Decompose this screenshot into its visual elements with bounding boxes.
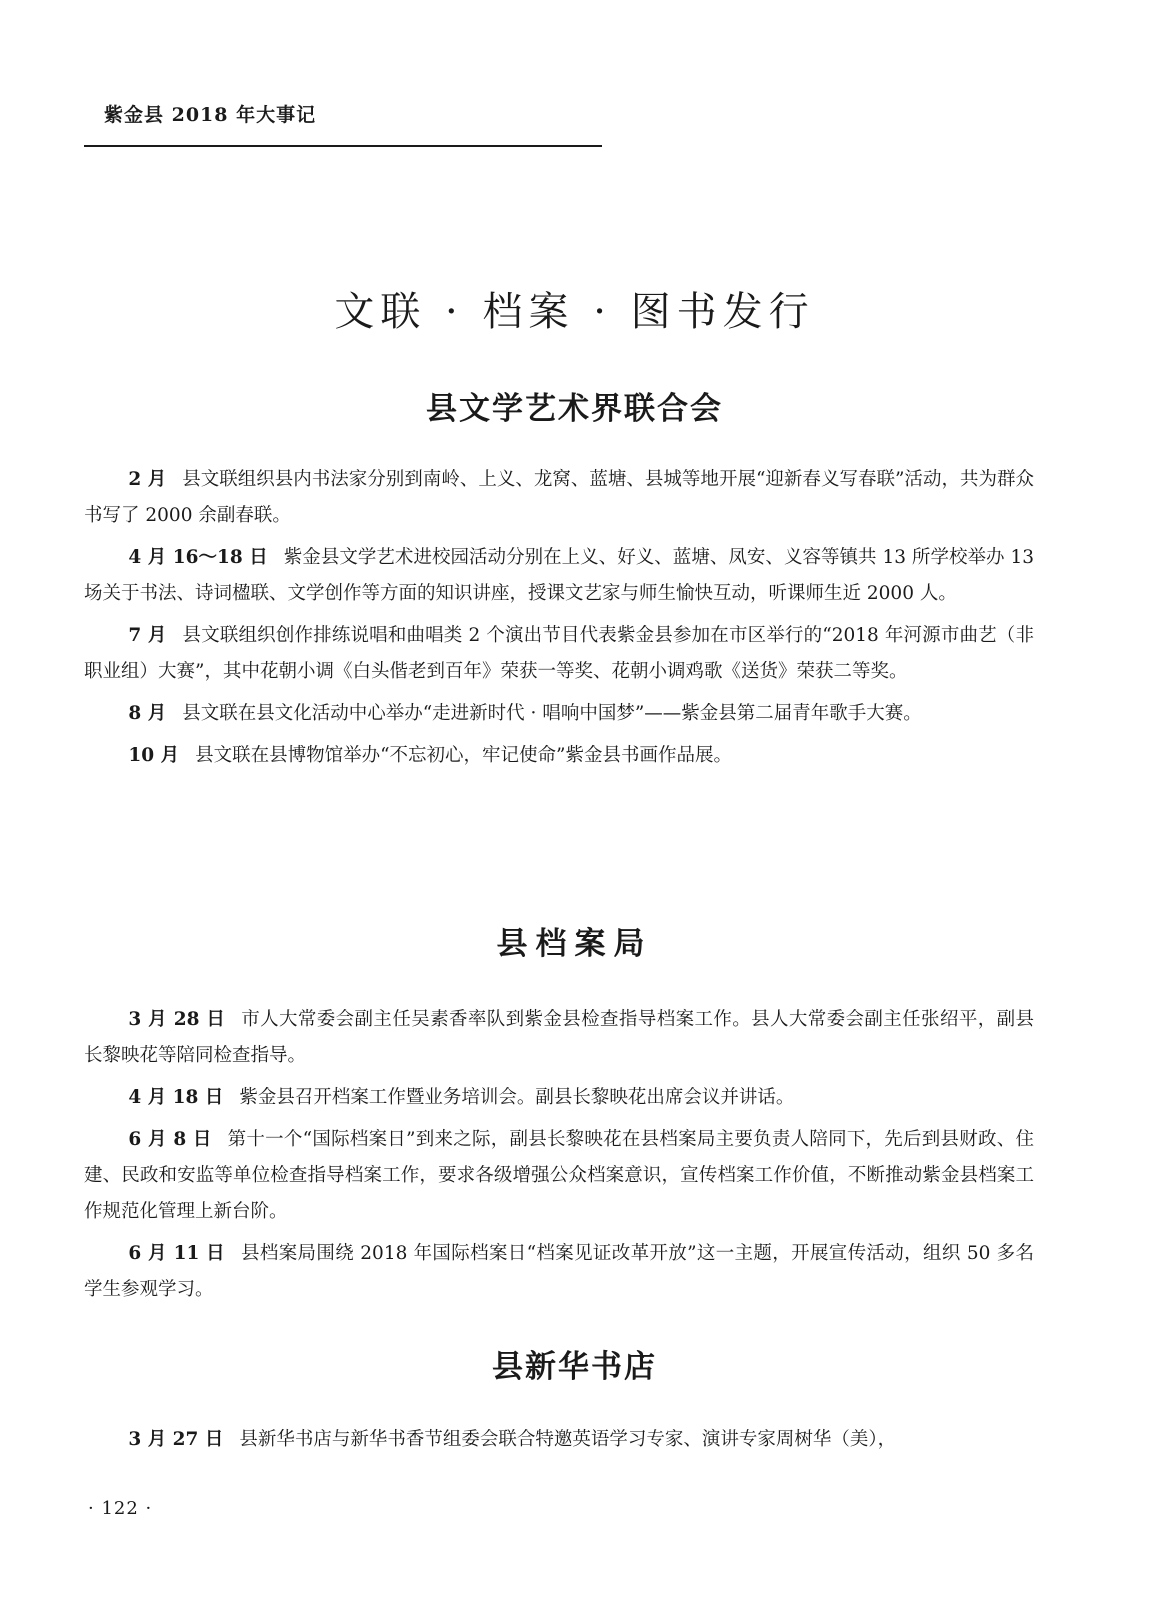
- section-title-literary-federation: 县文学艺术界联合会: [426, 391, 723, 427]
- entry-text: 县文联在县博物馆举办“不忘初心，牢记使命”紫金县书画作品展。: [195, 745, 732, 766]
- entry-text: 市人大常委会副主任吴素香率队到紫金县检查指导档案工作。县人大常委会副主任张绍平，副县长黎映花等陪同检查指导。: [84, 1009, 1034, 1066]
- entry-date: 3 月 27 日: [128, 1429, 224, 1450]
- entries-literary-federation: [84, 462, 1034, 780]
- entry-date: 6 月 8 日: [128, 1129, 212, 1150]
- section-title-xinhua-bookstore: 县新华书店: [492, 1349, 657, 1385]
- entry-date: 8 月: [128, 703, 167, 724]
- entry-date: 3 月 28 日: [128, 1009, 226, 1030]
- entry: [84, 696, 1034, 732]
- entry: [84, 1422, 1034, 1458]
- entry: [84, 1080, 1034, 1116]
- entry-text: 县文联组织县内书法家分别到南岭、上义、龙窝、蓝塘、县城等地开展“迎新春义写春联”活动，共为群众书写了 2000 余副春联。: [84, 469, 1034, 526]
- entries-xinhua-bookstore: [84, 1422, 1034, 1464]
- entry-text: 第十一个“国际档案日”到来之际，副县长黎映花在县档案局主要负责人陪同下，先后到县财政、住建、民政和安监等单位检查指导档案工作，要求各级增强公众档案意识，宣传档案工作价值，不断推动紫金县档案工作规范化管理上新台阶。: [84, 1129, 1034, 1222]
- entry-text: 县文联在县文化活动中心举办“走进新时代 · 唱响中国梦”——紫金县第二届青年歌手大赛。: [182, 703, 922, 724]
- chapter-title: 文联 · 档案 · 图书发行: [334, 289, 815, 335]
- header-rule: [84, 145, 602, 147]
- entries-archives-bureau: [84, 1002, 1034, 1314]
- entry: [84, 738, 1034, 774]
- entry-date: 7 月: [128, 625, 167, 646]
- entry-text: 紫金县召开档案工作暨业务培训会。副县长黎映花出席会议并讲话。: [239, 1087, 795, 1108]
- entry-text: 县文联组织创作排练说唱和曲唱类 2 个演出节目代表紫金县参加在市区举行的“2018 年河源市曲艺（非职业组）大赛”，其中花朝小调《白头偕老到百年》荣获一等奖、花朝小调鸡歌《送货》荣获二等奖。: [84, 625, 1034, 682]
- entry-date: 4 月 16～18 日: [128, 547, 268, 568]
- entry: [84, 1122, 1034, 1230]
- entry: [84, 618, 1034, 690]
- page-number: · 122 ·: [88, 1498, 153, 1519]
- entry-text: 县档案局围绕 2018 年国际档案日“档案见证改革开放”这一主题，开展宣传活动，组织 50 多名学生参观学习。: [84, 1243, 1034, 1300]
- entry-date: 2 月: [128, 469, 167, 490]
- running-header: 紫金县 2018 年大事记: [104, 104, 317, 126]
- section-title-archives-bureau: 县档案局: [496, 926, 653, 962]
- entry-date: 10 月: [128, 745, 180, 766]
- entry-date: 4 月 18 日: [128, 1087, 224, 1108]
- entry-text: 县新华书店与新华书香节组委会联合特邀英语学习专家、演讲专家周树华（美），: [239, 1429, 897, 1450]
- entry-date: 6 月 11 日: [128, 1243, 226, 1264]
- entry: [84, 1002, 1034, 1074]
- entry: [84, 462, 1034, 534]
- entry-text: 紫金县文学艺术进校园活动分别在上义、好义、蓝塘、凤安、义容等镇共 13 所学校举办 13 场关于书法、诗词楹联、文学创作等方面的知识讲座，授课文艺家与师生愉快互动，听课师生近 2000 人。: [84, 547, 1035, 604]
- entry: [84, 1236, 1034, 1308]
- entry: [84, 540, 1034, 612]
